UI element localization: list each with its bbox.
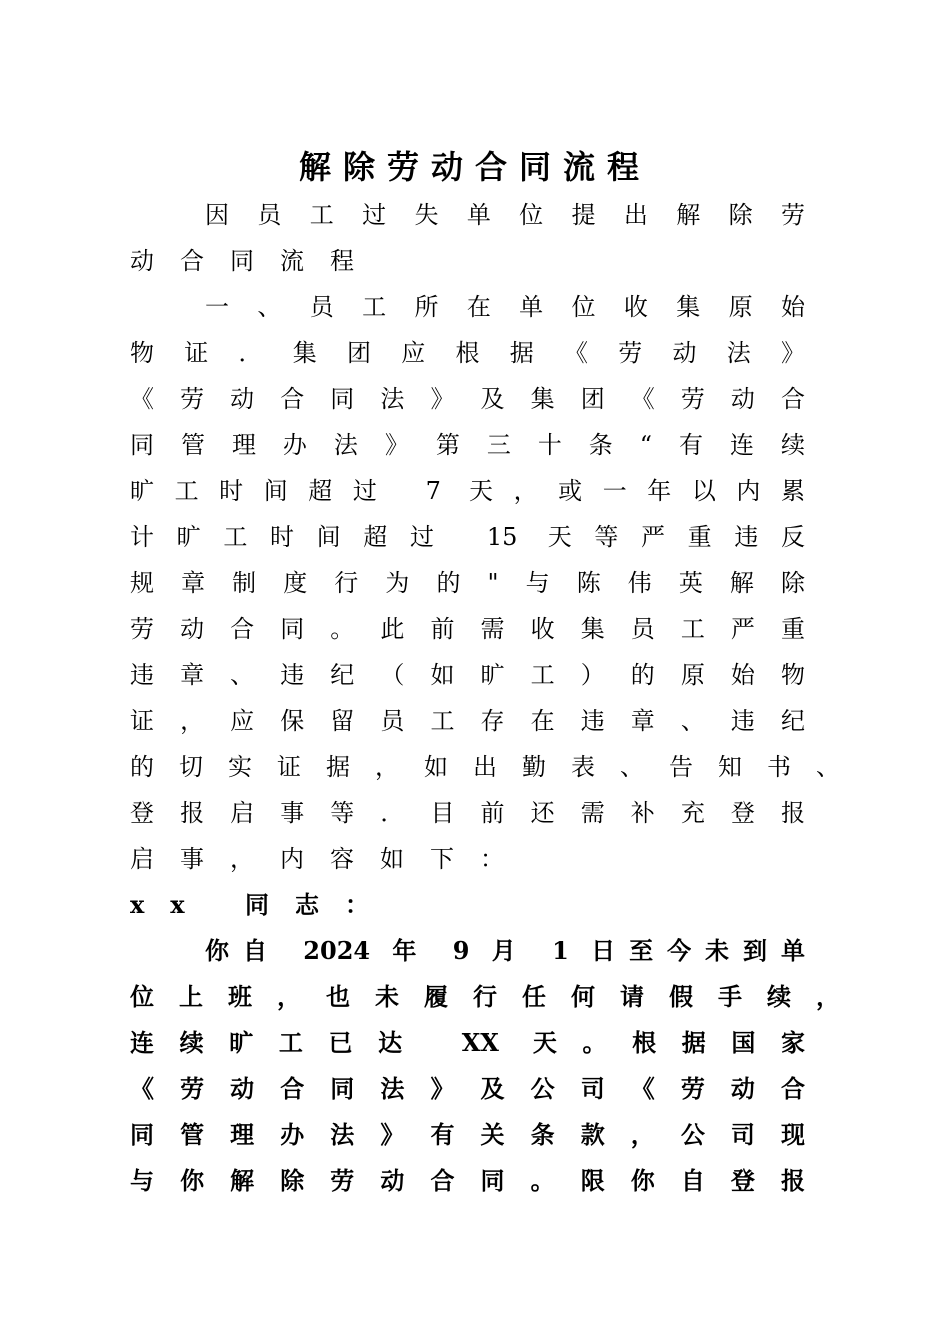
letter-line: 连续旷工已达 XX 天。根据国家 xyxy=(130,1028,805,1057)
letter-line: 位上班，也未履行任何请假手续， xyxy=(130,982,840,1011)
body-line: 《劳动合同法》及集团《劳动合 xyxy=(130,385,805,413)
letter-line: 《劳动合同法》及公司《劳动合 xyxy=(130,1074,805,1103)
letter-line: 你自 2024 年 9 月 1 日至今未到单 xyxy=(205,936,805,965)
body-line: 一、员工所在单位收集原始 xyxy=(205,293,805,321)
body-line: 旷工时间超过 7 天，或一年以内累 xyxy=(130,477,805,505)
letter-salutation: xx 同志： xyxy=(130,890,395,919)
body-line: 物证．集团应根据《劳动法》 xyxy=(130,339,805,367)
document-title: 解除劳动合同流程 xyxy=(298,148,651,186)
body-line: 启事，内容如下： xyxy=(130,845,530,873)
body-line: 计旷工时间超过 15 天等严重违反 xyxy=(130,523,805,551)
letter-line: 同管理办法》有关条款，公司现 xyxy=(130,1120,805,1149)
body-line: 违章、违纪（如旷工）的原始物 xyxy=(130,661,805,689)
body-line: 登报启事等．目前还需补充登报 xyxy=(130,799,805,827)
body-line: 证，应保留员工存在违章、违纪 xyxy=(130,707,805,735)
body-line: 劳动合同。此前需收集员工严重 xyxy=(130,615,805,643)
body-line: 的切实证据，如出勤表、告知书、 xyxy=(130,753,840,781)
body-line: 规章制度行为的"与陈伟英解除 xyxy=(130,569,805,597)
body-line: 因员工过失单位提出解除劳 xyxy=(205,201,805,229)
body-line: 动合同流程 xyxy=(130,247,380,275)
letter-line: 与你解除劳动合同。限你自登报 xyxy=(130,1166,805,1195)
body-line: 同管理办法》第三十条“有连续 xyxy=(130,431,805,459)
